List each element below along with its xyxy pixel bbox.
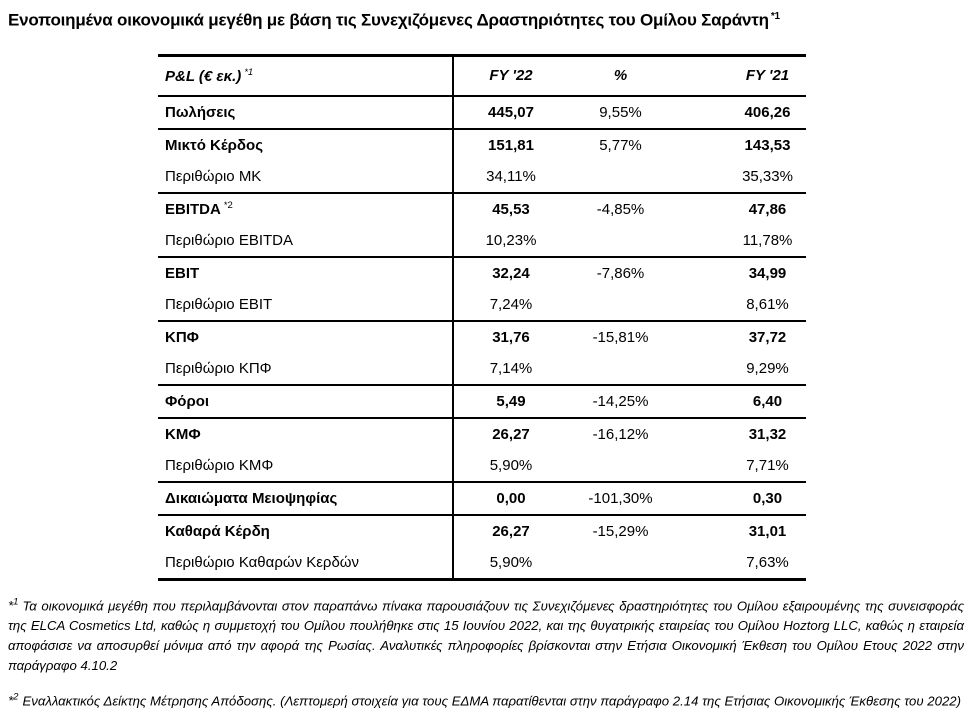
row-value-pct: -7,86%: [568, 257, 673, 289]
header-cell-pnl: [158, 55, 453, 96]
row-label: Περιθώριο ΚΜΦ: [165, 456, 274, 474]
row-label-cell: [158, 482, 453, 515]
header-row: [158, 55, 806, 96]
footnote-2-text: Εναλλακτικός Δείκτης Μέτρησης Απόδοσης. (Λεπτομερή στοιχεία για τους ΕΔΜΑ παρατίθενται στην παράγραφο 2.14 της Ετήσιας Οικονομικής Έκθεσης του 2022): [22, 693, 962, 709]
table-row: [158, 161, 806, 193]
row-value-fy21: 7,63%: [746, 553, 789, 571]
row-label: ΚΠΦ: [165, 328, 199, 346]
row-value-pct: -16,12%: [568, 418, 673, 450]
table-row: [158, 385, 806, 418]
footnote-2: [8, 688, 964, 711]
row-label-cell: [158, 547, 453, 580]
header-pnl-label: P&L (€ εκ.): [165, 67, 242, 85]
row-value-fy22: 5,90%: [489, 553, 533, 571]
table-row: [158, 515, 806, 547]
footnote-1-text: Τα οικονομικά μεγέθη που περιλαμβάνονται στον παραπάνω πίνακα παρουσιάζουν τις Συνεχιζόμενες δραστηριότητες του Ομίλου εξαιρουμένης της συνεισφοράς της ELCA Cosmetics Ltd, καθώς η συμμετοχή του Ομίλου πουλήθηκε στις 15 Ιουνίου 2022, και της θυγατρικής εταιρείας του Ομίλου Hoztorg LLC, καθώς η εταιρεία αποφάσισε να αποσυρθεί μόνιμα από την αφορά της Ρωσίας. Αναλυτικές πληροφορίες βρίσκονται στην Ετήσια Οικονομική Έκθεση του Ομίλου Ετους 2022 στην παράγραφο 4.10.2: [8, 598, 964, 674]
pnl-table-header: [158, 55, 806, 96]
row-label-cell: [158, 257, 453, 289]
row-label-cell: [158, 289, 453, 321]
row-value-pct: [568, 161, 673, 193]
row-label-cell: [158, 321, 453, 353]
row-label: Καθαρά Κέρδη: [165, 522, 270, 540]
footnotes: [8, 593, 964, 711]
row-label-cell: [158, 385, 453, 418]
table-body: [158, 96, 806, 580]
row-value-fy22: 45,53: [453, 193, 568, 225]
row-label: EBITDA: [165, 201, 221, 219]
table-row: [158, 225, 806, 257]
row-label: Δικαιώματα Μειοψηφίας: [165, 489, 338, 507]
page-title-text: Ενοποιημένα οικονομικά μεγέθη με βάση τις Συνεχιζόμενες Δραστηριότητες του Ομίλου Σαράντη: [8, 10, 769, 30]
row-label: Περιθώριο ΜΚ: [165, 167, 262, 185]
row-value-pct: 9,55%: [568, 96, 673, 129]
table-row: [158, 257, 806, 289]
row-value-pct: [568, 353, 673, 385]
row-value-fy22: 0,00: [453, 482, 568, 515]
table-row: [158, 193, 806, 225]
row-value-fy21: 8,61%: [746, 295, 789, 313]
header-cell-fy21: FY '21: [745, 67, 790, 85]
row-value-fy21: 35,33%: [742, 167, 793, 185]
pnl-table: [158, 54, 806, 581]
row-label-cell: [158, 161, 453, 193]
row-value-pct: -14,25%: [568, 385, 673, 418]
header-cell-pct: %: [613, 67, 628, 85]
table-row: [158, 418, 806, 450]
table-row: [158, 129, 806, 161]
header-cell-fy22: FY '22: [489, 67, 533, 85]
row-value-pct: -15,29%: [568, 515, 673, 547]
table-row: [158, 321, 806, 353]
row-value-fy22: 7,24%: [489, 295, 533, 313]
row-label-cell: [158, 353, 453, 385]
row-value-fy21: 34,99: [673, 257, 806, 289]
table-row: [158, 96, 806, 129]
row-value-fy22: 7,14%: [489, 359, 533, 377]
row-value-fy22: 5,90%: [489, 456, 533, 474]
row-label-cell: [158, 225, 453, 257]
row-value-fy22: 26,27: [453, 515, 568, 547]
row-value-pct: [568, 450, 673, 482]
table-row: [158, 547, 806, 580]
table-row: [158, 482, 806, 515]
row-label: EBIT: [165, 264, 200, 282]
row-value-pct: [568, 547, 673, 580]
row-value-pct: [568, 289, 673, 321]
row-value-fy21: 31,32: [673, 418, 806, 450]
page-title: [0, 0, 974, 32]
row-label: Φόροι: [165, 392, 210, 410]
row-value-fy21: 9,29%: [746, 359, 789, 377]
row-label-cell: [158, 129, 453, 161]
row-value-pct: -101,30%: [568, 482, 673, 515]
row-label: Πωλήσεις: [165, 103, 236, 121]
row-value-fy22: 26,27: [453, 418, 568, 450]
table-row: [158, 289, 806, 321]
row-value-fy21: 37,72: [673, 321, 806, 353]
row-value-fy21: 0,30: [673, 482, 806, 515]
row-value-fy21: 143,53: [673, 129, 806, 161]
row-value-fy22: 151,81: [453, 129, 568, 161]
row-label-cell: [158, 450, 453, 482]
row-value-fy21: 11,78%: [742, 231, 793, 249]
row-value-pct: -4,85%: [568, 193, 673, 225]
table-row: [158, 450, 806, 482]
row-label: Μικτό Κέρδος: [165, 136, 263, 154]
row-value-pct: -15,81%: [568, 321, 673, 353]
row-label-cell: [158, 193, 453, 225]
row-value-fy21: 31,01: [673, 515, 806, 547]
footnote-1: [8, 593, 964, 676]
row-value-pct: 5,77%: [568, 129, 673, 161]
row-value-fy21: 406,26: [673, 96, 806, 129]
row-value-fy22: 445,07: [453, 96, 568, 129]
row-footnote-ref: *2: [223, 200, 233, 212]
row-value-pct: [568, 225, 673, 257]
footnote-1-marker: *$^1$: [8, 596, 19, 614]
row-label: Περιθώριο Καθαρών Κερδών: [165, 553, 360, 571]
row-label-cell: [158, 96, 453, 129]
header-pnl-footnote-ref: *1: [244, 66, 254, 78]
row-value-fy22: 34,11%: [486, 167, 536, 185]
row-value-fy21: 7,71%: [746, 456, 789, 474]
row-value-fy22: 31,76: [453, 321, 568, 353]
row-value-fy21: 47,86: [673, 193, 806, 225]
row-value-fy22: 10,23%: [485, 231, 537, 249]
row-value-fy22: 5,49: [453, 385, 568, 418]
page-title-footnote-ref: *1: [770, 11, 780, 22]
row-label-cell: [158, 418, 453, 450]
row-value-fy21: 6,40: [673, 385, 806, 418]
table-row: [158, 353, 806, 385]
row-label: Περιθώριο ΚΠΦ: [165, 359, 272, 377]
footnote-2-marker: *$^2$: [8, 692, 19, 709]
row-label: ΚΜΦ: [165, 425, 201, 443]
row-label: Περιθώριο EBITDA: [165, 231, 293, 249]
row-label-cell: [158, 515, 453, 547]
row-label: Περιθώριο EBIT: [165, 295, 273, 313]
row-value-fy22: 32,24: [453, 257, 568, 289]
